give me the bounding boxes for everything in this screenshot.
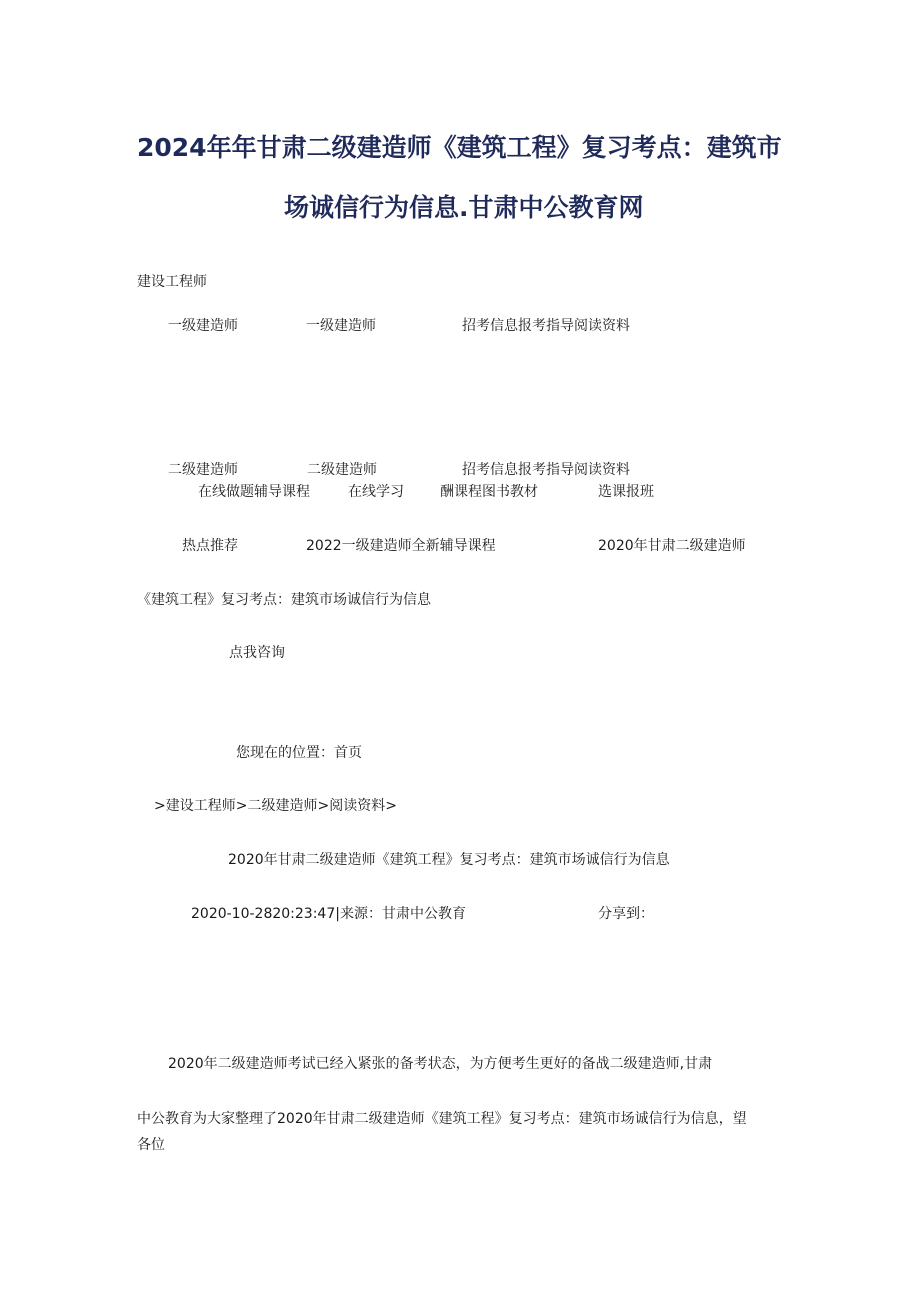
doc-title-line2: 场诚信行为信息.甘肃中公教育网 [284, 193, 644, 222]
article-para1: 2020年二级建造师考试已经入紧张的备考状态，为方便考生更好的备战二级建造师,甘肃 [168, 1056, 713, 1072]
nav-link-erjian-1[interactable]: 二级建造师 [168, 462, 238, 478]
nav-link-online-practice[interactable]: 在线做题辅导课程 [198, 484, 310, 500]
nav-link-erjian-info[interactable]: 招考信息报考指导阅读资料 [462, 462, 630, 478]
hot-link-course[interactable]: 2022一级建造师全新辅导课程 [306, 538, 496, 554]
share-label: 分享到： [598, 906, 654, 922]
article-para2-line2: 各位 [137, 1137, 165, 1153]
nav-link-yijian-info[interactable]: 招考信息报考指导阅读资料 [462, 318, 630, 334]
doc-title-line1: 2024年年甘肃二级建造师《建筑工程》复习考点：建筑市 [137, 133, 782, 162]
breadcrumb[interactable]: >建设工程师>二级建造师>阅读资料> [154, 798, 397, 814]
article-para2-line1: 中公教育为大家整理了2020年甘肃二级建造师《建筑工程》复习考点：建筑市场诚信行为信息，望 [137, 1111, 747, 1127]
nav-link-enroll[interactable]: 选课报班 [598, 484, 654, 500]
nav-link-yijian-1[interactable]: 一级建造师 [168, 318, 238, 334]
nav-link-online-study[interactable]: 在线学习 [348, 484, 404, 500]
hot-link-article-cont[interactable]: 《建筑工程》复习考点：建筑市场诚信行为信息 [137, 592, 431, 608]
consult-button[interactable]: 点我咨询 [229, 645, 285, 661]
hot-label: 热点推荐 [182, 538, 238, 554]
hot-link-article[interactable]: 2020年甘肃二级建造师 [598, 538, 746, 554]
nav-link-yijian-2[interactable]: 一级建造师 [306, 318, 376, 334]
article-heading: 2020年甘肃二级建造师《建筑工程》复习考点：建筑市场诚信行为信息 [228, 852, 670, 868]
nav-link-books[interactable]: 酬课程图书教材 [440, 484, 538, 500]
article-meta: 2020-10-2820:23:47|来源：甘肃中公教育 [191, 906, 466, 922]
location-label: 您现在的位置：首页 [236, 745, 362, 761]
category-label: 建设工程师 [137, 274, 207, 290]
nav-link-erjian-2[interactable]: 二级建造师 [307, 462, 377, 478]
